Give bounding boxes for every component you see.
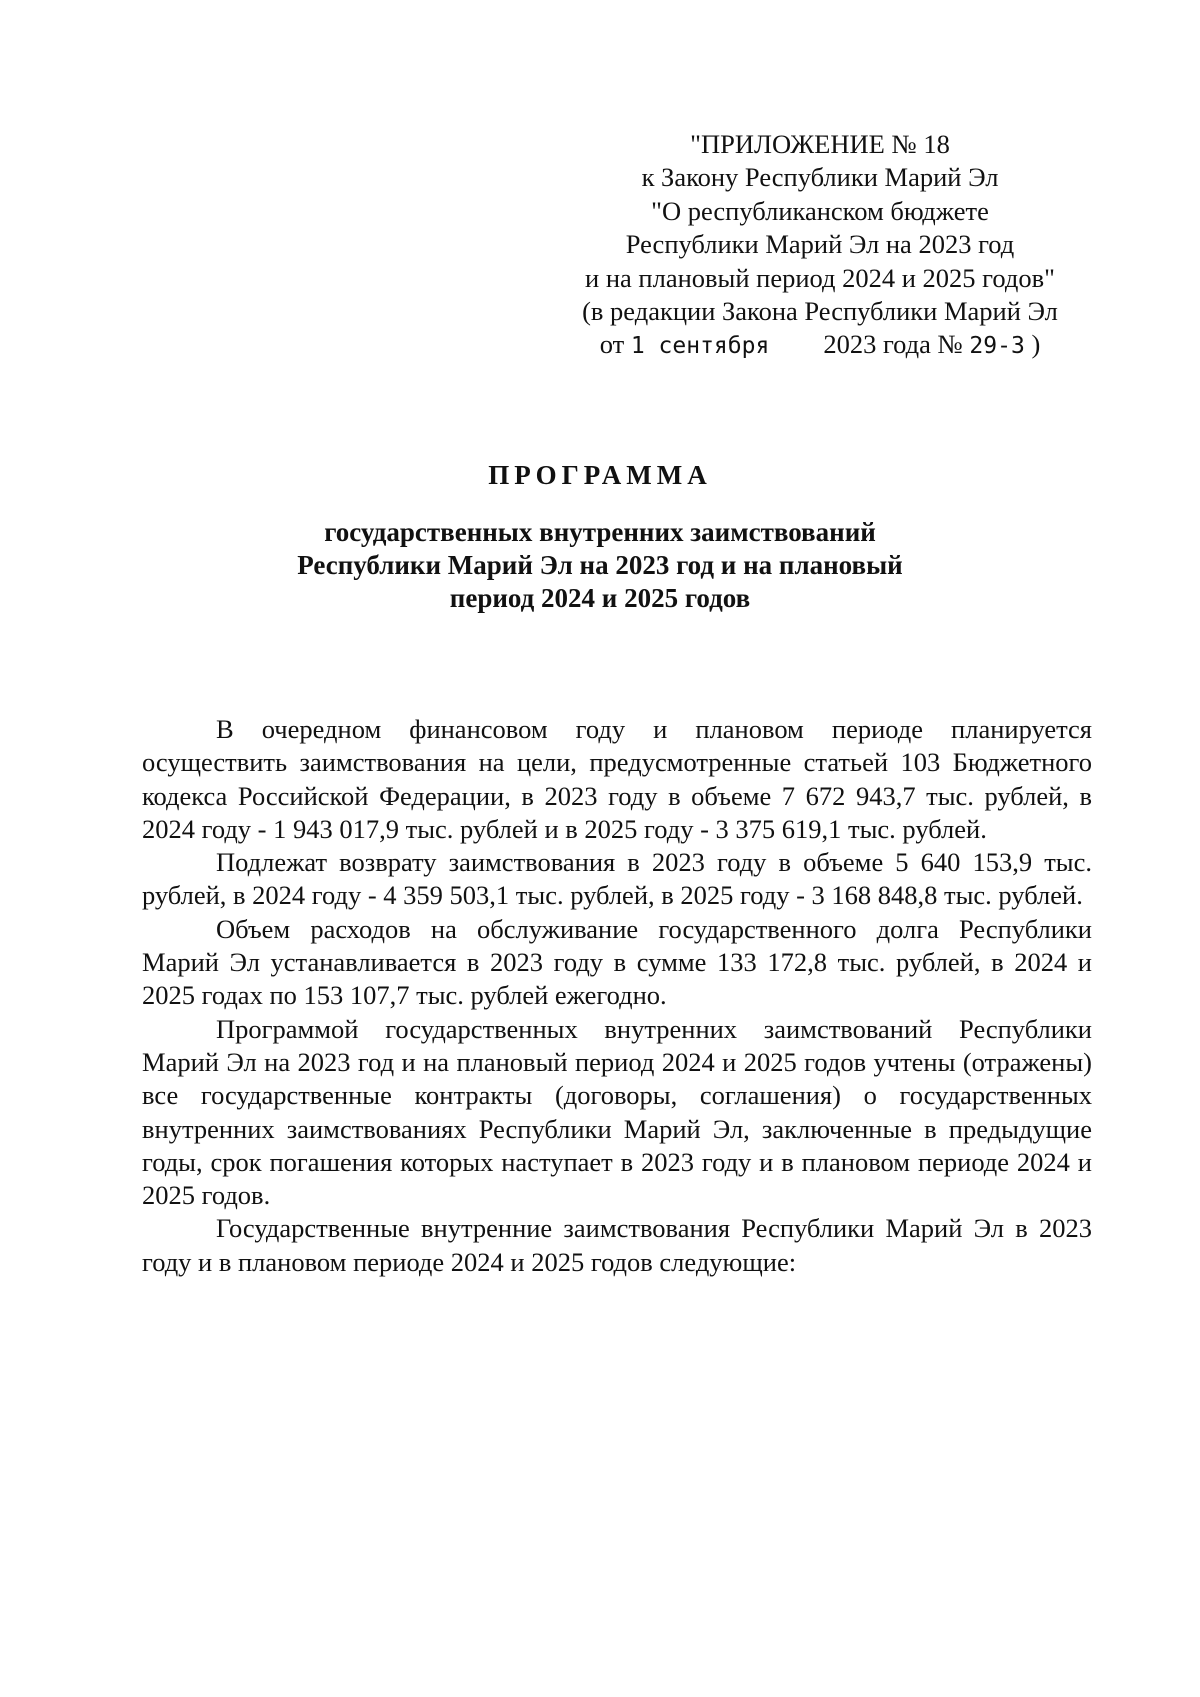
filled-law-number: 29-З <box>969 333 1025 360</box>
appendix-number: "ПРИЛОЖЕНИЕ № 18 <box>690 129 950 159</box>
document-body <box>142 713 1092 1279</box>
paragraph-borrowings: В очередном финансовом году и плановом периоде планируется осуществить заимствования на цели, предусмотренные статьей 103 Бюджетного кодекса Российской Федерации, в 2023 году в объеме 7 672 943,7 тыс. рублей, в 2024 году - 1 943 017,9 тыс. рублей и в 2025 году - 3 375 619,1 тыс. рублей. <box>142 714 1092 844</box>
subtitle-line-1: государственных внутренних заимствований <box>324 517 876 547</box>
amendment-reference: (в редакции Закона Республики Марий Эл <box>582 296 1058 327</box>
law-title-line-3: и на плановый период 2024 и 2025 годов" <box>585 262 1055 293</box>
date-prefix: от <box>599 329 625 360</box>
subtitle-line-2: Республики Марий Эл на 2023 год и на плановый <box>297 550 903 580</box>
document-subtitle <box>0 516 1200 615</box>
filled-date: 1 сентября <box>630 333 770 360</box>
law-title-line-2: Республики Марий Эл на 2023 год <box>625 229 1015 260</box>
closing-bracket: ) <box>1031 329 1041 360</box>
law-title-line-1: "О республиканском бюджете <box>651 195 989 226</box>
amendment-date-line <box>540 328 1100 363</box>
law-reference: к Закону Республики Марий Эл <box>641 162 999 193</box>
year-text: 2023 года № <box>823 329 963 360</box>
paragraph-debt-service: Объем расходов на обслуживание государственного долга Республики Марий Эл устанавливается в 2023 году в сумме 133 172,8 тыс. рублей, в 2024 и 2025 годах по 153 107,7 тыс. рублей ежегодно. <box>142 913 1092 1011</box>
document-title: ПРОГРАММА <box>488 460 712 490</box>
appendix-header <box>540 128 1100 364</box>
subtitle-line-3: период 2024 и 2025 годов <box>449 583 751 613</box>
paragraph-contracts: Программой государственных внутренних заимствований Республики Марий Эл на 2023 год и на плановый период 2024 и 2025 годов учтены (отражены) все государственные контракты (договоры, соглашения) о государственных внутренних заимствованиях Республики Марий Эл, заключенные в предыдущие годы, срок погашения которых наступает в 2023 году и в плановом периоде 2024 и 2025 годов. <box>142 1013 1092 1211</box>
paragraph-repayment: Подлежат возврату заимствования в 2023 году в объеме 5 640 153,9 тыс. рублей, в 2024 году - 4 359 503,1 тыс. рублей, в 2025 году - 3 168 848,8 тыс. рублей. <box>142 847 1092 911</box>
paragraph-list-intro: Государственные внутренние заимствования Республики Марий Эл в 2023 году и в плановом периоде 2024 и 2025 годов следующие: <box>142 1213 1092 1277</box>
